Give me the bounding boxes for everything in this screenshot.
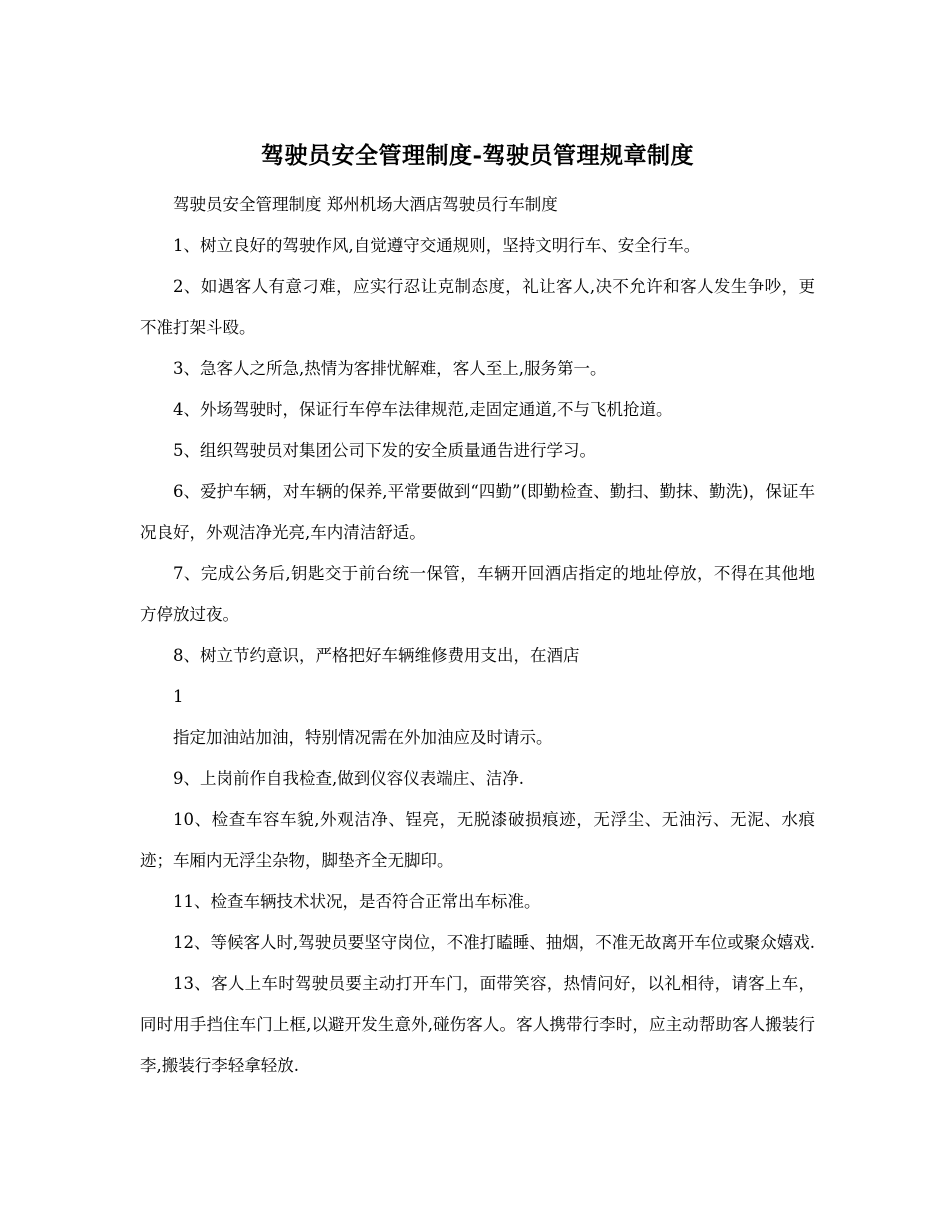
- page-number: 1: [173, 687, 184, 706]
- rule-paragraph-9: 9、上岗前作自我检查,做到仪容仪表端庄、洁净.: [173, 769, 524, 788]
- document-page: [140, 138, 815, 1086]
- rule-paragraph-11: 11、检查车辆技术状况，是否符合正常出车标准。: [173, 892, 541, 911]
- rule-paragraph-5: 5、组织驾驶员对集团公司下发的安全质量通告进行学习。: [173, 441, 596, 460]
- rule-paragraph-10: 10、检查车容车貌,外观洁净、锃亮，无脱漆破损痕迹，无浮尘、无油污、无泥、水痕迹；车厢内无浮尘杂物，脚垫齐全无脚印。: [140, 810, 815, 870]
- rule-paragraph-4: 4、外场驾驶时，保证行车停车法律规范,走固定通道,不与飞机抢道。: [173, 400, 673, 419]
- rule-paragraph-6: 6、爱护车辆，对车辆的保养,平常要做到“四勤”(即勤检查、勤扫、勤抹、勤洗)，保证车况良好，外观洁净光亮,车内清洁舒适。: [140, 482, 815, 542]
- rule-paragraph-7: 7、完成公务后,钥匙交于前台统一保管，车辆开回酒店指定的地址停放，不得在其他地方停放过夜。: [140, 564, 815, 624]
- document-title: 驾驶员安全管理制度-驾驶员管理规章制度: [260, 142, 695, 169]
- document-subtitle: 驾驶员安全管理制度 郑州机场大酒店驾驶员行车制度: [173, 195, 558, 214]
- rule-paragraph-8: 8、树立节约意识，严格把好车辆维修费用支出，在酒店: [173, 646, 580, 665]
- rule-paragraph-8-continued: 指定加油站加油，特别情况需在外加油应及时请示。: [173, 728, 553, 747]
- rule-paragraph-3: 3、急客人之所急,热情为客排忧解难，客人至上,服务第一。: [173, 359, 607, 378]
- rule-paragraph-1: 1、树立良好的驾驶作风,自觉遵守交通规则，坚持文明行车、安全行车。: [173, 236, 701, 255]
- rule-paragraph-13: 13、客人上车时驾驶员要主动打开车门，面带笑容，热情问好，以礼相待，请客上车，同时用手挡住车门上框,以避开发生意外,碰伤客人。客人携带行李时，应主动帮助客人搬装行李,搬装行李轻拿轻放.: [140, 974, 815, 1075]
- rule-paragraph-2: 2、如遇客人有意刁难，应实行忍让克制态度，礼让客人,决不允许和客人发生争吵，更不准打架斗殴。: [140, 277, 815, 337]
- rule-paragraph-12: 12、等候客人时,驾驶员要坚守岗位，不准打瞌睡、抽烟，不准无故离开车位或聚众嬉戏.: [173, 933, 815, 952]
